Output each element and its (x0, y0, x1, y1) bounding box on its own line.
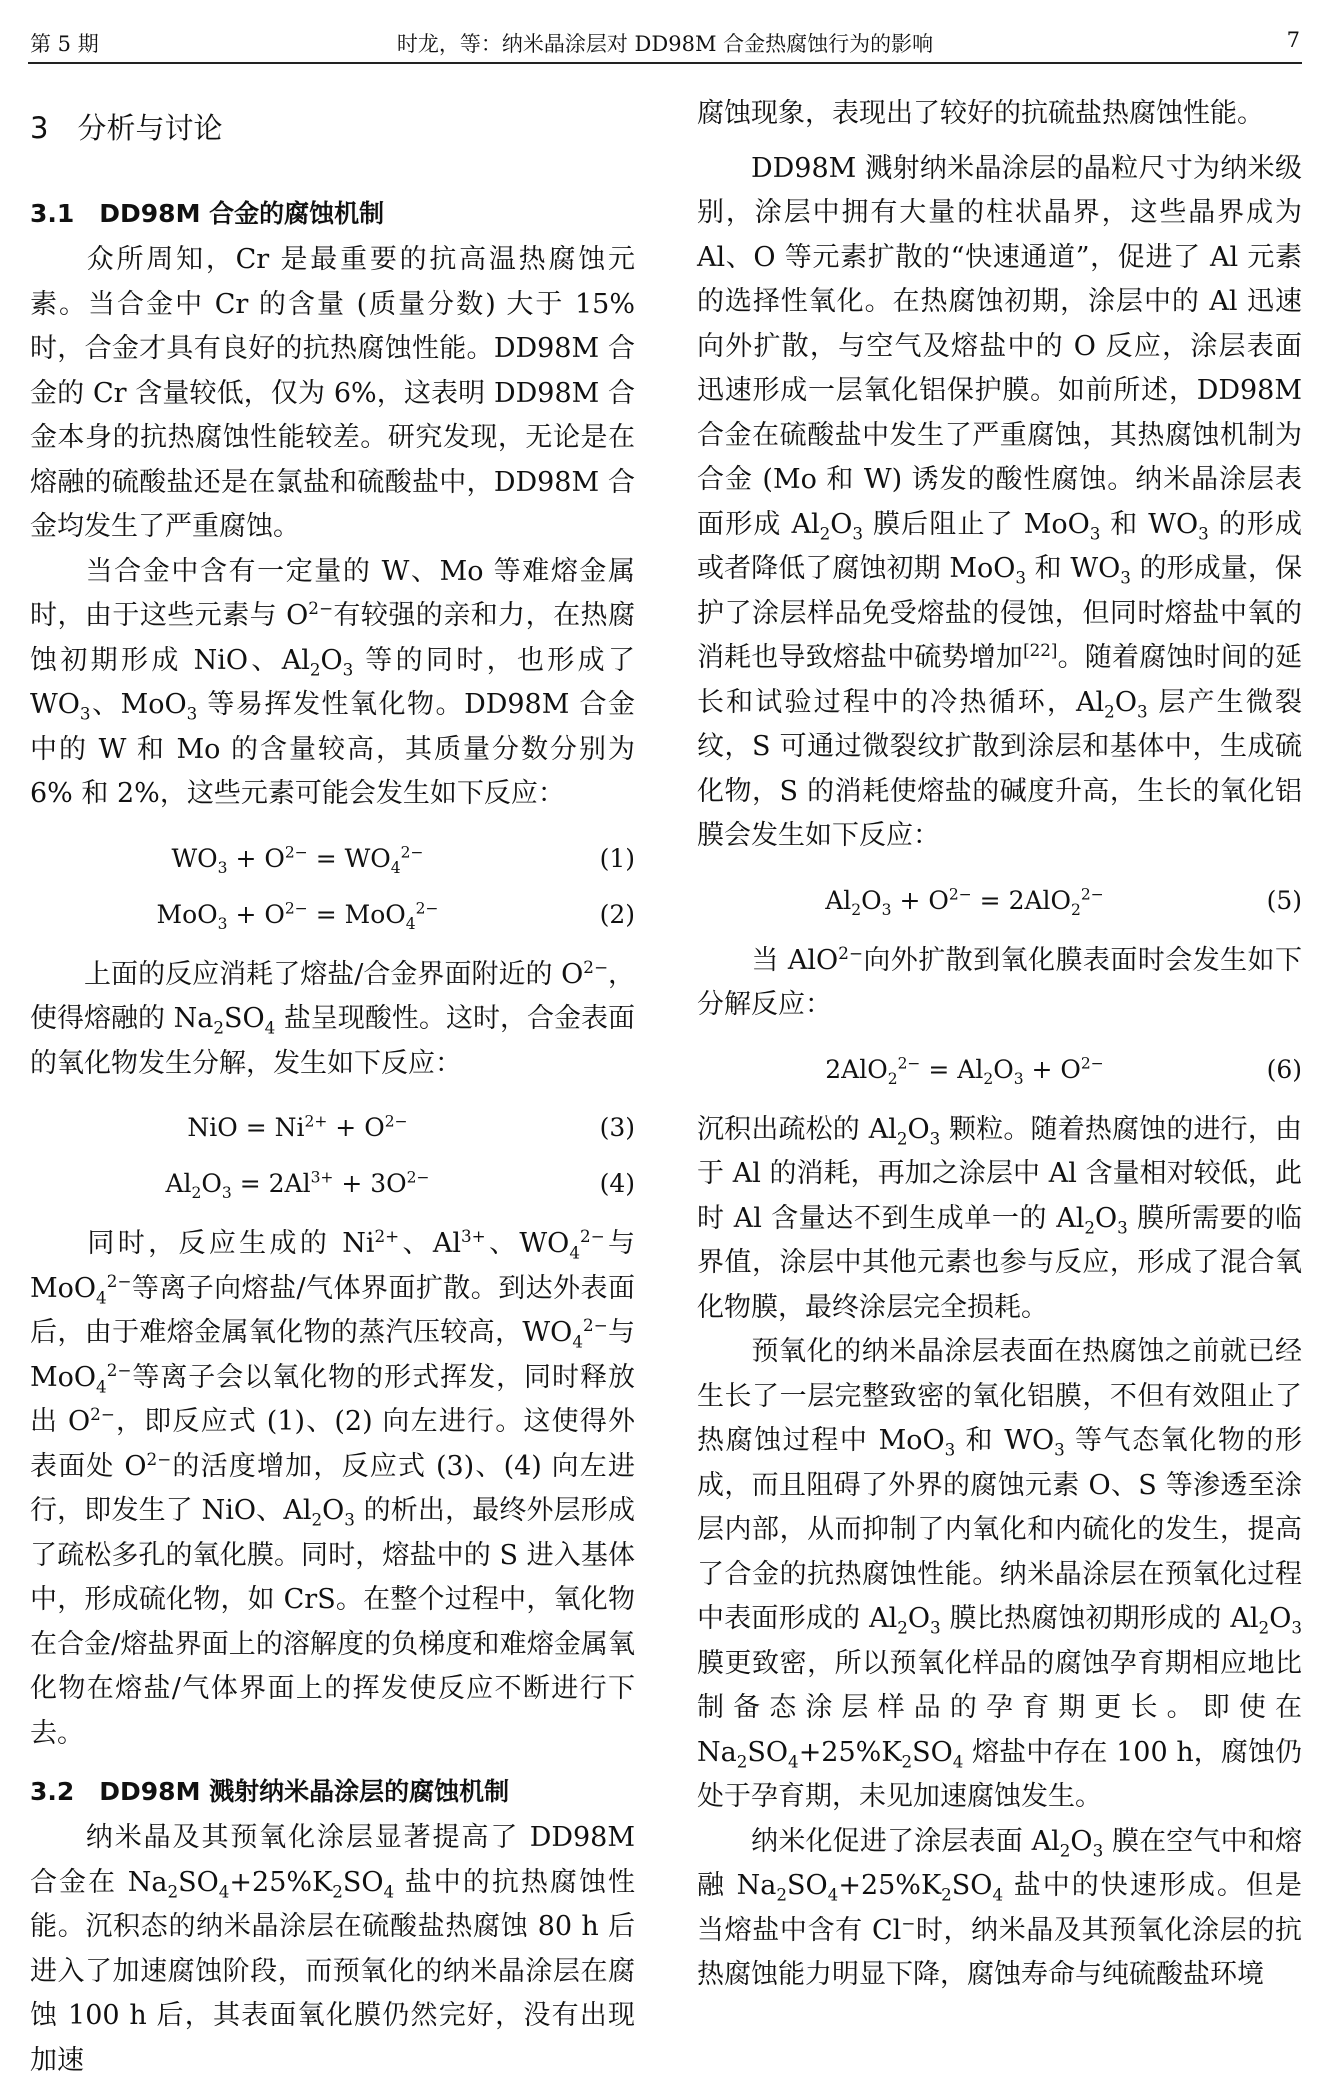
equation-4: $Al_2O_3 = 2Al^{3+} + 3O^{2-}$ (4) (30, 1156, 635, 1212)
issue-label: 第 5 期 (30, 32, 99, 56)
equation-number: (4) (599, 1169, 635, 1198)
equation-3: NiO = $Ni^{2+} + O^{2-}$ (3) (30, 1100, 635, 1156)
paragraph: 纳米化促进了涂层表面 $Al_2O_3$ 膜在空气中和熔融 $Na_2SO_4+25\%K_2SO_4$ 盐中的快速形成。但是当熔盐中含有 Cl−时，纳米晶及其预氧化涂层的抗热腐蚀能力明显下降，腐蚀寿命与纯硫酸盐环境 (697, 1825, 1302, 1990)
equation-number: (5) (1266, 885, 1302, 915)
equation-number: (3) (599, 1113, 635, 1142)
left-column (30, 92, 635, 2083)
header-divider (28, 62, 1302, 64)
paragraph: 当合金中含有一定量的 W、Mo 等难熔金属时，由于这些元素与 $O^{2-}$有较强的亲和力，在热腐蚀初期形成 NiO、$Al_2O_3$ 等的同时，也形成了 $WO_3$、MoO$_3$ 等易挥发性氧化物。DD98M 合金中的 W 和 Mo 的含量较高，其质量分数分别为 6% 和 2%，这些元素可能会发生如下反应： (30, 555, 636, 809)
subsection-heading-3-2: 3.2 DD98M 溅射纳米晶涂层的腐蚀机制 (30, 1777, 510, 1806)
running-title: 时龙，等：纳米晶涂层对 DD98M 合金热腐蚀行为的影响 (396, 32, 934, 56)
equation-number: (6) (1266, 1054, 1302, 1084)
equation-5: $Al_2O_3 + O^{2-} = 2AlO_2^{2-}$ (5) (697, 873, 1302, 929)
paragraph: 上面的反应消耗了熔盐/合金界面附近的 $O^{2-}$，使得熔融的 $Na_2SO_4$ 盐呈现酸性。这时，合金表面的氧化物发生分解，发生如下反应： (30, 956, 635, 1079)
equation-number: (2) (599, 899, 635, 929)
paragraph: 当 AlO$^{2-}$向外扩散到氧化膜表面时会发生如下分解反应： (697, 942, 1303, 1020)
equation-number: (1) (599, 843, 635, 873)
right-column (697, 92, 1302, 1998)
equation-2: $MoO_3 + O^{2-} = MoO_4^{2-}$ (2) (30, 887, 635, 943)
paragraph: DD98M 溅射纳米晶涂层的晶粒尺寸为纳米级别，涂层中拥有大量的柱状晶界，这些晶界成为 Al、O 等元素扩散的“快速通道”，促进了 Al 元素的选择性氧化。在热腐蚀初期，涂层中的 Al 迅速向外扩散，与空气及熔盐中的 O 反应，涂层表面迅速形成一层氧化铝保护膜。如前所述，DD98M 合金在硫酸盐中发生了严重腐蚀，其热腐蚀机制为合金 (Mo 和 W) 诱发的酸性腐蚀。纳米晶涂层表面形成 $Al_2O_3$ 膜后阻止了 MoO$_3$ 和 $WO_3$ 的形成或者降低了腐蚀初期 MoO$_3$ 和 $WO_3$ 的形成量，保护了涂层样品免受熔盐的侵蚀，但同时熔盐中氧的消耗也导致熔盐中硫势增加[22]。随着腐蚀时间的延长和试验过程中的冷热循环，$Al_2O_3$ 层产生微裂纹，S 可通过微裂纹扩散到涂层和基体中，生成硫化物，S 的消耗使熔盐的碱度升高，生长的氧化铝膜会发生如下反应： (697, 152, 1303, 851)
paragraph: 纳米晶及其预氧化涂层显著提高了 DD98M 合金在 $Na_2SO_4+25\%K_2SO_4$ 盐中的抗热腐蚀性能。沉积态的纳米晶涂层在硫酸盐热腐蚀 80 h 后进入了加速腐蚀阶段，而预氧化的纳米晶涂层在腐蚀 100 h 后，其表面氧化膜仍然完好，没有出现加速 (30, 1822, 635, 2076)
paragraph: 预氧化的纳米晶涂层表面在热腐蚀之前就已经生长了一层完整致密的氧化铝膜，不但有效阻止了热腐蚀过程中 MoO$_3$ 和 $WO_3$ 等气态氧化物的形成，而且阻碍了外界的腐蚀元素 O、S 等渗透至涂层内部，从而抑制了内氧化和内硫化的发生，提高了合金的抗热腐蚀性能。纳米晶涂层在预氧化过程中表面形成的 $Al_2O_3$ 膜比热腐蚀初期形成的 $Al_2O_3$ 膜更致密，所以预氧化样品的腐蚀孕育期相应地比制备态涂层样品的孕育期更长。即使在 $Na_2SO_4+25\%K_2SO_4$ 熔盐中存在 100 h，腐蚀仍处于孕育期，未见加速腐蚀发生。 (697, 1336, 1302, 1812)
page-number: 7 (1286, 28, 1300, 52)
section-heading-3: 3 分析与讨论 (30, 111, 223, 145)
paragraph: 腐蚀现象，表现出了较好的抗硫盐热腐蚀性能。 (697, 98, 1264, 129)
paragraph: 沉积出疏松的 $Al_2O_3$ 颗粒。随着热腐蚀的进行，由于 Al 的消耗，再加之涂层中 Al 含量相对较低，此时 Al 含量达不到生成单一的 $Al_2O_3$ 膜所需要的临界值，涂层中其他元素也参与反应，形成了混合氧化物膜，最终涂层完全损耗。 (697, 1113, 1302, 1323)
paragraph: 同时，反应生成的 $Ni^{2+}$、$Al^{3+}$、$WO_4^{2-}$与 MoO$_4^{2-}$等离子向熔盐/气体界面扩散。到达外表面后，由于难熔金属氧化物的蒸汽压较高，$WO_4^{2-}$与 MoO$_4^{2-}$等离子会以氧化物的形式挥发，同时释放出 $O^{2-}$，即反应式 (1)、(2) 向左进行。这使得外表面处 $O^{2-}$的活度增加，反应式 (3)、(4) 向左进行，即发生了 NiO、$Al_2O_3$ 的析出，最终外层形成了疏松多孔的氧化膜。同时，熔盐中的 S 进入基体中，形成硫化物，如 CrS。在整个过程中，氧化物在合金/熔盐界面上的溶解度的负梯度和难熔金属氧化物在熔盐/气体界面上的挥发使反应不断进行下去。 (30, 1226, 636, 1749)
citation-ref[interactable]: [22] (1023, 640, 1058, 660)
paragraph: 众所周知，Cr 是最重要的抗高温热腐蚀元素。当合金中 Cr 的含量 (质量分数) 大于 15% 时，合金才具有良好的抗热腐蚀性能。DD98M 合金的 Cr 含量较低，仅为 6%，这表明 DD98M 合金本身的抗热腐蚀性能较差。研究发现，无论是在熔融的硫酸盐还是在氯盐和硫酸盐中，DD98M 合金均发生了严重腐蚀。 (30, 244, 635, 542)
running-header (30, 28, 1300, 62)
equation-6: $2AlO_2^{2-} = Al_2O_3 + O^{2-}$ (6) (697, 1042, 1302, 1098)
equation-1: $WO_3 + O^{2-} = WO_4^{2-}$ (1) (30, 831, 635, 887)
subsection-heading-3-1: 3.1 DD98M 合金的腐蚀机制 (30, 199, 385, 228)
